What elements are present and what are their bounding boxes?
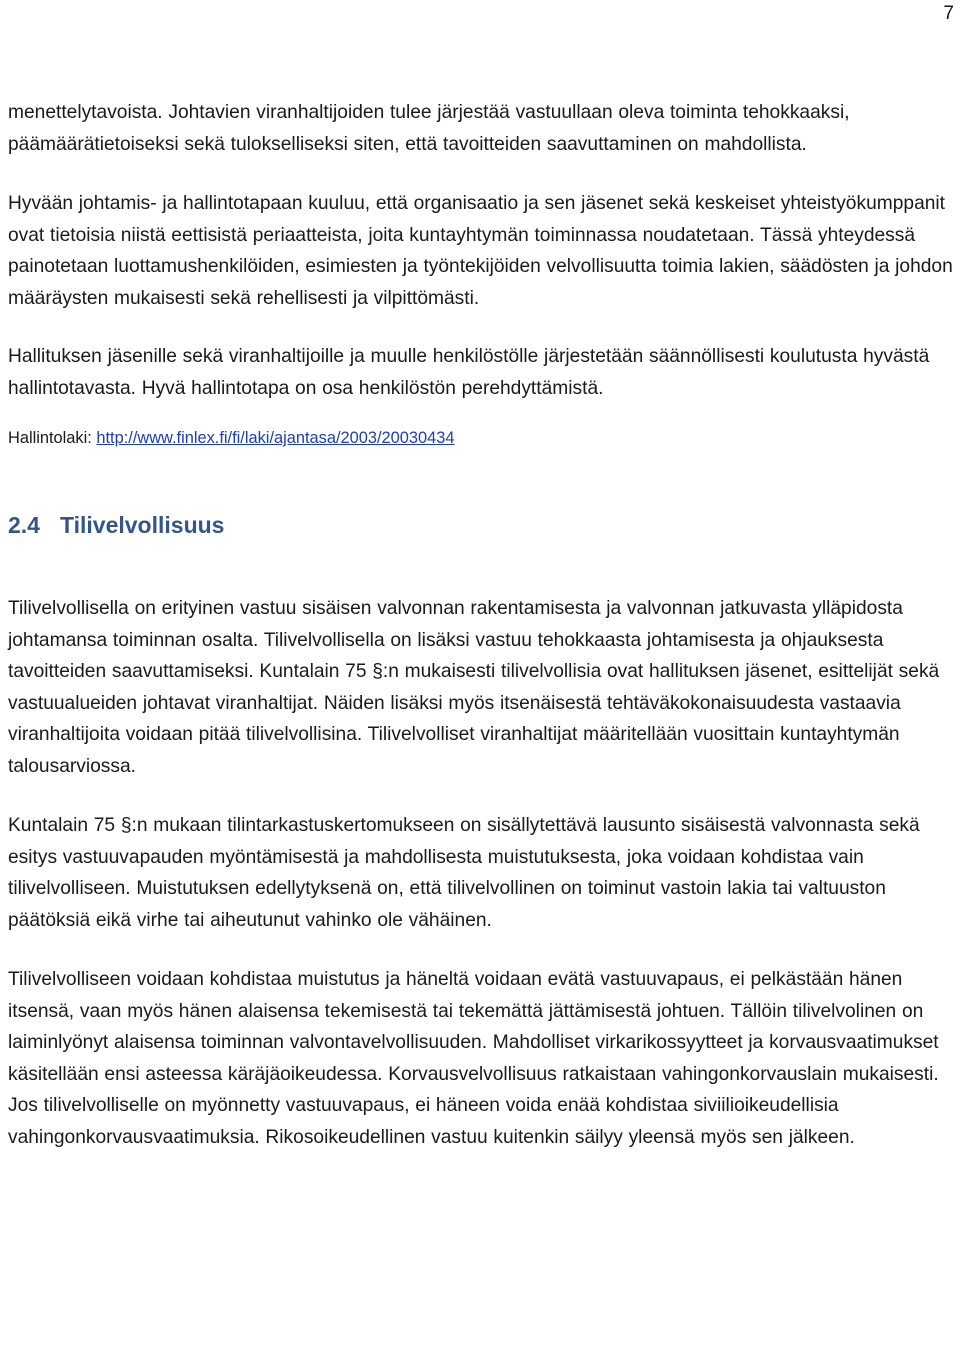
paragraph-kuntalain-75: Kuntalain 75 §:n mukaan tilintarkastuskertomukseen on sisällytettävä lausunto sisäisestä valvonnasta sekä esitys vastuuvapauden myöntämisestä ja mahdollisesta muistutuksesta, joka voidaan kohdistaa vain tilivelvolliseen. Muistutuksen edellytyksenä on, että tilivelvollinen on toiminut vastoin lakia tai valtuuston päätöksiä eikä virhe tai aiheutunut vahinko ole vähäinen. <box>8 815 920 931</box>
page-number: 7 <box>943 3 954 24</box>
hallintolaki-link[interactable]: http://www.finlex.fi/fi/laki/ajantasa/2003/20030434 <box>96 429 455 447</box>
reference-line <box>8 426 956 450</box>
paragraph-johtavat-viranhaltijat: menettelytavoista. Johtavien viranhaltijoiden tulee järjestää vastuullaan oleva toiminta tehokkaaksi, päämäärätietoiseksi sekä tulokselliseksi siten, että tavoitteiden saavuttaminen on mahdollista. <box>8 102 850 155</box>
paragraph-hyva-johtamistapa: Hyvään johtamis- ja hallintotapaan kuuluu, että organisaatio ja sen jäsenet sekä keskeiset yhteistyökumppanit ovat tietoisia niistä eettisistä periaatteista, joita kuntayhtymän toiminnassa noudatetaan. Tässä yhteydessä painotetaan luottamushenkilöiden, esimiesten ja työntekijöiden velvollisuutta toimia lakien, säädösten ja johdon määräysten mukaisesti sekä rehellisesti ja vilpittömästi. <box>8 193 953 309</box>
reference-label: Hallintolaki: <box>8 429 92 447</box>
section-heading <box>8 510 956 540</box>
section-number: 2.4 <box>8 512 40 538</box>
paragraph-tilivelvollisella: Tilivelvollisella on erityinen vastuu sisäisen valvonnan rakentamisesta ja valvonnan jatkuvasta ylläpidosta johtamansa toiminnan osalta. Tilivelvollisella on lisäksi vastuu tehokkaasta johtamisesta ja ohjauksesta tavoitteiden saavuttamiseksi. Kuntalain 75 §:n mukaisesti tilivelvollisia ovat hallituksen jäsenet, esittelijät sekä vastuualueiden johtavat viranhaltijat. Näiden lisäksi myös itsenäisestä tehtäväkokonaisuudesta vastaavia viranhaltijoita voidaan pitää tilivelvollisina. Tilivelvolliset viranhaltijat määritellään vuosittain kuntayhtymän talousarviossa. <box>8 598 940 777</box>
paragraph-koulutus: Hallituksen jäsenille sekä viranhaltijoille ja muulle henkilöstölle järjestetään säännöllisesti koulutusta hyvästä hallintotavasta. Hyvä hallintotapa on osa henkilöstön perehdyttämistä. <box>8 346 930 399</box>
section-title: Tilivelvollisuus <box>59 512 225 538</box>
document-body <box>8 97 956 1153</box>
paragraph-muistutus: Tilivelvolliseen voidaan kohdistaa muistutus ja häneltä voidaan evätä vastuuvapaus, ei pelkästään hänen itsensä, vaan myös hänen alaisensa tekemisestä tai tekemättä jättämisestä johtuen. Tällöin tilivelvolinen on laiminlyönyt alaisensa toiminnan valvontavelvollisuuden. Mahdolliset virkarikossyytteet ja korvausvaatimukset käsitellään ensi asteessa käräjäoikeudessa. Korvausvelvollisuus ratkaistaan vahingonkorvauslain mukaisesti. Jos tilivelvolliselle on myönnetty vastuuvapaus, ei häneen voida enää kohdistaa siviilioikeudellisia vahingonkorvausvaatimuksia. Rikosoikeudellinen vastuu kuitenkin säilyy yleensä myös sen jälkeen. <box>8 969 939 1148</box>
